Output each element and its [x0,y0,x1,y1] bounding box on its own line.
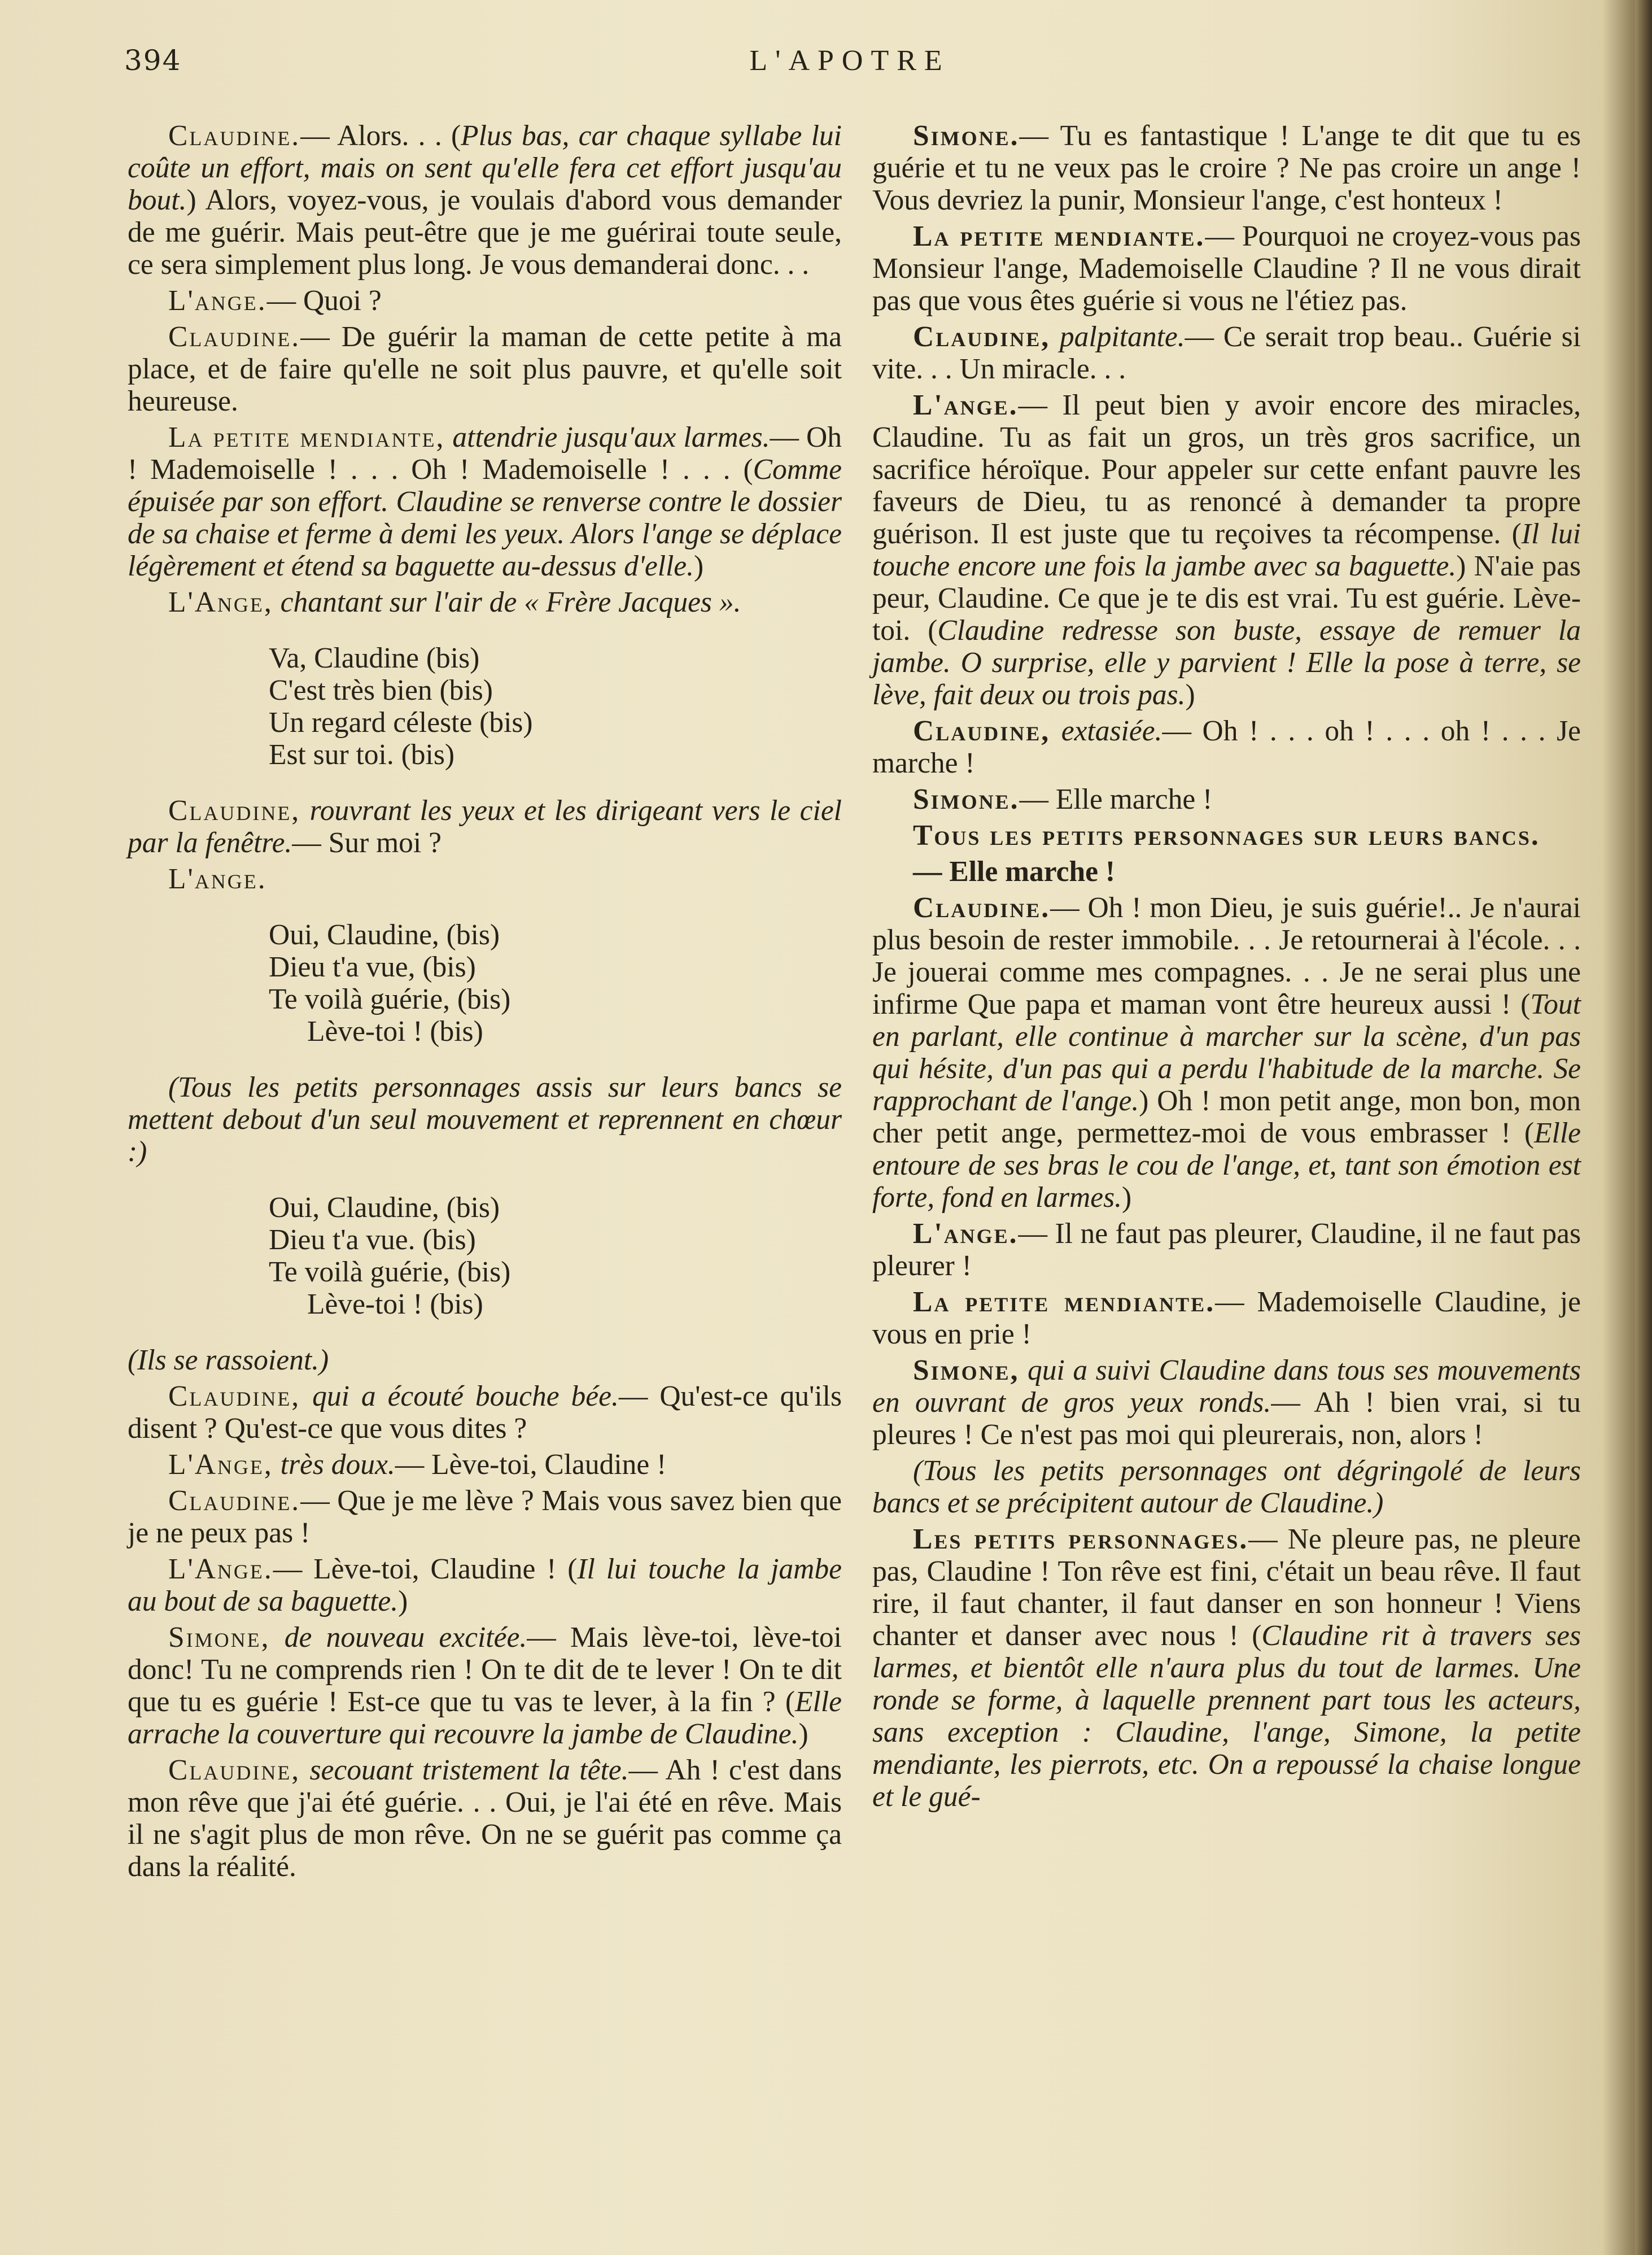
stage-direction: Tout en parlant, elle continue à marcher sur la scène, d'un pas qui hésite, d'un pas qui a perdu l'habitude de la marche. Se rapprochant de l'ange. [872,988,1581,1117]
speaker-name: La petite mendiante. [913,220,1205,252]
stage-direction: extasiée. [1050,715,1162,747]
speaker-name: Claudine, [168,795,301,827]
song-verse [269,919,842,1048]
verse-line: Un regard céleste (bis) [269,706,533,739]
speaker-name: Claudine. [168,120,301,152]
verse-line: Dieu t'a vue. (bis) [269,1224,476,1256]
speaker-name: La petite mendiante, [168,421,445,453]
stage-direction: (Tous les petits personnages ont dégringolé de leurs bancs et se précipitent autour de Claudine.) [872,1455,1581,1519]
paragraph [128,586,842,618]
paragraph: Claudine, extasiée.— Oh ! . . . oh ! . . . oh ! . . . Je marche ! [872,715,1581,779]
speaker-name: Claudine. [913,892,1051,924]
paragraph: L'Ange, très doux.— Lève-toi, Claudine ! [168,1449,667,1481]
stage-direction: (Ils se rassoient.) [128,1344,329,1376]
verse-line: Lève-toi ! (bis) [307,1288,483,1320]
stage-direction: attendrie jusqu'aux larmes. [445,421,770,453]
right-column [872,120,1581,1817]
stage-direction: secouant tristement la tête. [300,1754,629,1786]
stage-direction: Claudine rit à travers ses larmes, et bientôt elle n'aura plus du tout de larmes. Une ronde se forme, à laquelle prennent part tous les acteurs, sans exception : Claudine, l'ange, Simone, la petite mendiante, les pierrots, etc. On a repoussé la chaise longue et le gué- [872,1620,1581,1813]
song-verse [269,642,842,771]
speaker-name: L'ange. [913,389,1019,421]
paragraph: Claudine.— Que je me lève ? Mais vous savez bien que je ne peux pas ! [128,1485,842,1549]
speaker-name: Simone, [913,1354,1020,1386]
speaker-name: Claudine, [168,1754,301,1786]
verse-line: Oui, Claudine, (bis) [269,919,500,951]
speaker-name: La petite mendiante. [913,1286,1216,1318]
speaker-name: Claudine, [913,715,1051,747]
stage-direction: Elle arrache la couverture qui recouvre la jambe de Claudine. [128,1686,842,1750]
paragraph [872,819,1581,852]
speaker-name: Simone. [913,120,1020,152]
page-header [124,44,1575,84]
verse-line: Est sur toi. (bis) [269,739,455,771]
verse-line: Te voilà guérie, (bis) [269,983,511,1015]
speaker-name: L'Ange, [168,1449,273,1481]
verse-line: Oui, Claudine, (bis) [269,1192,500,1224]
book-binding-edge [1635,0,1652,2255]
paragraph: La petite mendiante.— Pourquoi ne croyez-vous pas Monsieur l'ange, Mademoiselle Claudine ? Il ne vous dirait pas que vous êtes guérie si vous ne l'étiez pas. [872,220,1581,317]
paragraph: Claudine.— Oh ! mon Dieu, je suis guérie!.. Je n'aurai plus besoin de rester immobile. . . Je retournerai à l'école. . . Je jouerai comme mes compagnes. . . Je ne serai plus une infirme Que papa et maman vont être heureux aussi ! (Tout en parlant, elle continue à marcher sur la scène, d'un pas qui hésite, d'un pas qui a perdu l'habitude de la marche. Se rapprochant de l'ange.) Oh ! mon petit ange, mon bon, mon cher petit ange, permettez-moi de vous embrasser ! (Elle entoure de ses bras le cou de l'ange, et, tant son émotion est forte, fond en larmes.) [872,892,1581,1214]
stage-direction: qui a suivi Claudine dans tous ses mouvements en ouvrant de gros yeux ronds. [872,1354,1581,1419]
paragraph: Simone, qui a suivi Claudine dans tous ses mouvements en ouvrant de gros yeux ronds.— Ah ! bien vrai, si tu pleures ! Ce n'est pas moi qui pleurerais, non, alors ! [872,1354,1581,1451]
verse-line: Lève-toi ! (bis) [307,1015,483,1048]
stage-direction: chantant sur l'air de « Frère Jacques ». [273,586,741,618]
paragraph: Claudine.— De guérir la maman de cette petite à ma place, et de faire qu'elle ne soit plus pauvre, et qu'elle soit heureuse. [128,321,842,417]
paragraph [128,863,842,895]
speaker-name: Claudine. [168,321,301,353]
paragraph: Claudine, secouant tristement la tête.— Ah ! c'est dans mon rêve que j'ai été guérie. . . Oui, je l'ai été en rêve. Mais il ne s'agit plus de mon rêve. On ne se guérit pas comme ça dans la réalité. [128,1754,842,1883]
speaker-name: Claudine. [168,1485,301,1517]
stage-direction: Plus bas, car chaque syllabe lui coûte un effort, mais on sent qu'elle fera cet effort jusqu'au bout. [128,120,842,216]
paragraph: L'ange.— Il ne faut pas pleurer, Claudine, il ne faut pas pleurer ! [872,1218,1581,1282]
stage-direction: (Tous les petits personnages assis sur leurs bancs se mettent debout d'un seul mouvement et reprennent en chœur :) [128,1071,842,1168]
paragraph: Simone.— Tu es fantastique ! L'ange te dit que tu es guérie et tu ne veux pas le croire ? Ne pas croire un ange ! Vous devriez la punir, Monsieur l'ange, c'est honteux ! [872,120,1581,216]
song-verse [269,1192,842,1320]
paragraph: — Elle marche ! [913,856,1116,888]
speaker-name: L'ange. [168,285,267,317]
stage-direction: très doux. [273,1449,395,1481]
paragraph: Les petits personnages.— Ne pleure pas, ne pleure pas, Claudine ! Ton rêve est fini, c'était un beau rêve. Il faut rire, il faut chanter, il faut danser en son honneur ! Viens chanter et danser avec nous ! (Claudine rit à travers ses larmes, et bientôt elle n'aura plus du tout de larmes. Une ronde se forme, à laquelle prennent part tous les acteurs, sans exception : Claudine, l'ange, Simone, la petite mendiante, les pierrots, etc. On a repoussé la chaise longue et le gué- [872,1523,1581,1813]
paragraph: L'Ange.— Lève-toi, Claudine ! (Il lui touche la jambe au bout de sa baguette.) [128,1553,842,1617]
verse-line: Dieu t'a vue, (bis) [269,951,476,983]
speaker-name: Tous les petits personnages sur leurs bancs. [913,819,1540,852]
stage-direction: qui a écouté bouche bée. [300,1380,619,1412]
stage-direction: Elle entoure de ses bras le cou de l'ange, et, tant son émotion est forte, fond en larmes. [872,1117,1581,1214]
stage-direction: palpitante. [1050,321,1185,353]
paragraph: La petite mendiante, attendrie jusqu'aux larmes.— Oh ! Mademoiselle ! . . . Oh ! Mademoiselle ! . . . (Comme épuisée par son effort. Claudine se renverse contre le dossier de sa chaise et ferme à demi les yeux. Alors l'ange se déplace légèrement et étend sa baguette au-dessus d'elle.) [128,421,842,582]
speaker-name: Les petits personnages. [913,1523,1249,1555]
verse-line: C'est très bien (bis) [269,674,493,706]
verse-line: Va, Claudine (bis) [269,642,480,674]
speaker-name: Claudine, [913,321,1051,353]
speaker-name: Simone. [913,783,1020,815]
stage-direction: Il lui touche la jambe au bout de sa baguette. [128,1553,842,1617]
stage-direction: Il lui touche encore une fois la jambe avec sa baguette. [872,518,1581,582]
stage-direction: de nouveau excitée. [270,1621,527,1654]
paragraph: L'ange.— Il peut bien y avoir encore des miracles, Claudine. Tu as fait un gros, un très gros sacrifice, un sacrifice héroïque. Pour appeler sur cette enfant pauvre les faveurs de Dieu, tu as renoncé à demander ta propre guérison. Il est juste que tu reçoives ta récompense. (Il lui touche encore une fois la jambe avec sa baguette.) N'aie pas peur, Claudine. Ce que je te dis est vrai. Tu est guérie. Lève-toi. (Claudine redresse son buste, essaye de remuer la jambe. O surprise, elle y parvient ! Elle la pose à terre, se lève, fait deux ou trois pas.) [872,389,1581,711]
speaker-name: Claudine, [168,1380,301,1412]
stage-direction: Claudine redresse son buste, essaye de remuer la jambe. O surprise, elle y parvient ! Elle la pose à terre, se lève, fait deux ou trois pas. [872,614,1581,711]
running-title: L'APOTRE [749,45,950,77]
paragraph: Claudine, qui a écouté bouche bée.— Qu'est-ce qu'ils disent ? Qu'est-ce que vous dites ? [128,1380,842,1445]
page-number: 394 [124,44,182,77]
stage-direction: Comme épuisée par son effort. Claudine se renverse contre le dossier de sa chaise et ferme à demi les yeux. Alors l'ange se déplace légèrement et étend sa baguette au-dessus d'elle. [128,453,842,582]
speaker-name: L'ange. [168,863,267,895]
paragraph: Simone.— Elle marche ! [913,783,1213,815]
paragraph: Claudine, palpitante.— Ce serait trop beau.. Guérie si vite. . . Un miracle. . . [872,321,1581,385]
stage-direction: rouvrant les yeux et les dirigeant vers le ciel par la fenêtre. [128,795,842,859]
speaker-name: L'ange. [913,1218,1019,1250]
paragraph: L'ange.— Quoi ? [168,285,382,317]
paragraph: Simone, de nouveau excitée.— Mais lève-toi, lève-toi donc! Tu ne comprends rien ! On te dit de te lever ! On te dit que tu es guérie ! Est-ce que tu vas te lever, à la fin ? (Elle arrache la couverture qui recouvre la jambe de Claudine.) [128,1621,842,1750]
paragraph: Claudine, rouvrant les yeux et les dirigeant vers le ciel par la fenêtre.— Sur moi ? [128,795,842,859]
speaker-name: L'Ange. [168,1553,273,1585]
paragraph: La petite mendiante.— Mademoiselle Claudine, je vous en prie ! [872,1286,1581,1350]
left-column [128,120,842,1887]
verse-line: Te voilà guérie, (bis) [269,1256,511,1288]
speaker-name: L'Ange, [168,586,273,618]
speaker-name: Simone, [168,1621,270,1654]
paragraph: Claudine.— Alors. . . (Plus bas, car chaque syllabe lui coûte un effort, mais on sent qu'elle fera cet effort jusqu'au bout.) Alors, voyez-vous, je voulais d'abord vous demander de me guérir. Mais peut-être que je me guérirai toute seule, ce sera simplement plus long. Je vous demanderai donc. . . [128,120,842,281]
